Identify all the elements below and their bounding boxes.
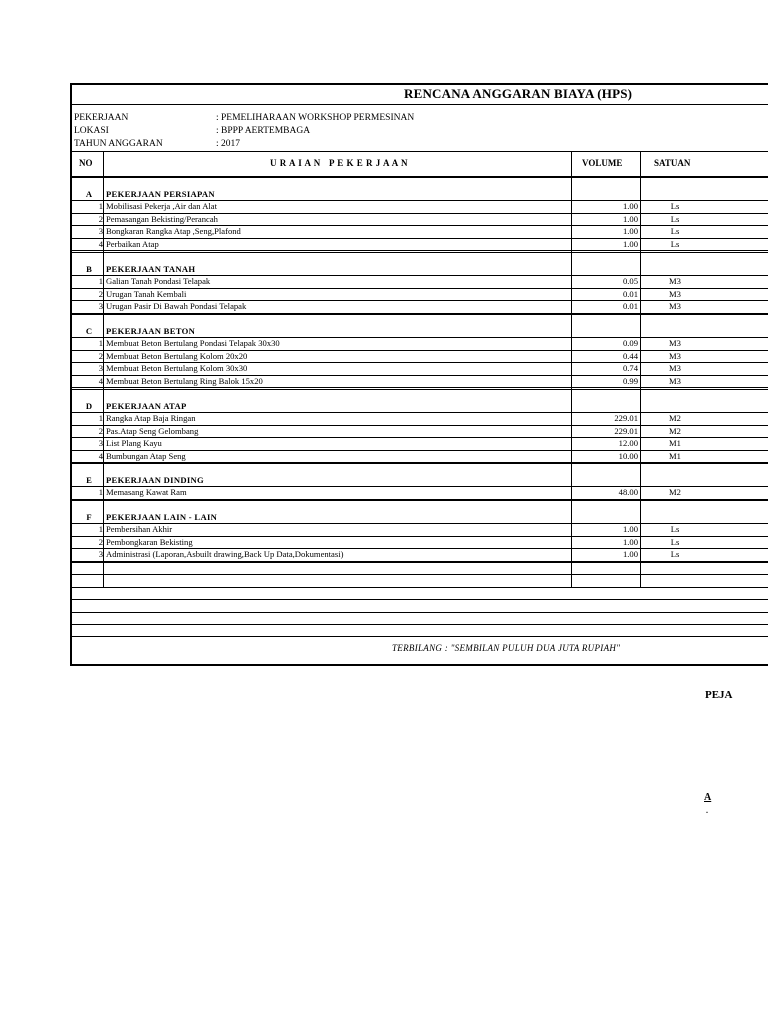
- item-number: 1: [98, 524, 103, 535]
- section-name: PEKERJAAN PERSIAPAN: [106, 189, 215, 199]
- item-unit: Ls: [670, 549, 680, 560]
- item-description: Galian Tanah Pondasi Telapak: [106, 276, 211, 287]
- section-separator: [70, 500, 768, 501]
- title-divider: [70, 104, 768, 105]
- item-volume: 1.00: [622, 238, 638, 249]
- section-name: PEKERJAAN LAIN - LAIN: [106, 512, 218, 522]
- item-unit: M3: [669, 301, 681, 312]
- item-number: 2: [98, 425, 103, 436]
- section-separator: [70, 463, 768, 464]
- item-volume: 0.01: [622, 301, 638, 312]
- item-volume: 229.01: [614, 413, 638, 424]
- item-number: 3: [98, 226, 103, 237]
- item-description: Memasang Kawat Ram: [106, 487, 187, 498]
- section-code: D: [85, 401, 93, 411]
- item-unit: M1: [669, 438, 681, 449]
- item-volume: 12.00: [618, 438, 638, 449]
- item-description: Pemasangan Bekisting/Perancah: [106, 213, 218, 224]
- item-number: 3: [98, 438, 103, 449]
- item-number: 1: [98, 276, 103, 287]
- item-unit: M2: [669, 413, 681, 424]
- item-volume: 48.00: [618, 487, 638, 498]
- item-unit: Ls: [670, 201, 680, 212]
- section-separator: [70, 389, 768, 390]
- item-number: 2: [98, 213, 103, 224]
- section-name: PEKERJAAN ATAP: [106, 401, 187, 411]
- header-volume: VOLUME: [582, 158, 623, 168]
- section-code: E: [86, 475, 92, 485]
- item-description: Membuat Beton Bertulang Kolom 20x20: [106, 350, 248, 361]
- lokasi-value: : BPPP AERTEMBAGA: [216, 126, 311, 136]
- item-unit: M3: [669, 363, 681, 374]
- pekerjaan-value: : PEMELIHARAAN WORKSHOP PERMESINAN: [216, 113, 415, 123]
- terbilang-text: TERBILANG : "SEMBILAN PULUH DUA JUTA RUPIAH": [392, 643, 621, 653]
- pekerjaan-label: PEKERJAAN: [74, 113, 129, 123]
- item-unit: Ls: [670, 213, 680, 224]
- item-description: Pas.Atap Seng Gelombang: [106, 425, 199, 436]
- tahun-anggaran-label: TAHUN ANGGARAN: [74, 139, 163, 149]
- header-no: NO: [79, 158, 93, 168]
- item-unit: M3: [669, 350, 681, 361]
- item-description: Urugan Pasir Di Bawah Pondasi Telapak: [106, 301, 247, 312]
- item-description: List Plang Kayu: [106, 438, 162, 449]
- item-description: Rangka Atap Baja Ringan: [106, 413, 196, 424]
- tahun-anggaran-value: : 2017: [216, 139, 241, 149]
- section-separator: [70, 177, 768, 178]
- section-code: B: [86, 264, 92, 274]
- section-code: F: [86, 512, 92, 522]
- item-description: Perbaikan Atap: [106, 238, 159, 249]
- section-name: PEKERJAAN TANAH: [106, 264, 196, 274]
- section-name: PEKERJAAN DINDING: [106, 475, 204, 485]
- row-line: [70, 574, 768, 575]
- section-code: C: [85, 326, 93, 336]
- item-unit: M3: [669, 276, 681, 287]
- item-volume: 0.44: [622, 350, 638, 361]
- item-volume: 0.05: [622, 276, 638, 287]
- row-line: [70, 387, 768, 388]
- item-number: 4: [98, 375, 103, 386]
- item-number: 1: [98, 338, 103, 349]
- table-top-border: [70, 151, 768, 152]
- item-volume: 0.09: [622, 338, 638, 349]
- item-volume: 1.00: [622, 213, 638, 224]
- item-volume: 1.00: [622, 201, 638, 212]
- item-number: 1: [98, 201, 103, 212]
- section-name: PEKERJAAN BETON: [106, 326, 196, 336]
- total-line-4: [70, 636, 768, 637]
- section-separator: [70, 252, 768, 253]
- item-number: 1: [98, 413, 103, 424]
- item-description: Administrasi (Laporan,Asbuilt drawing,Back Up Data,Dokumentasi): [106, 549, 344, 560]
- item-number: 1: [98, 487, 103, 498]
- item-number: 3: [98, 549, 103, 560]
- item-description: Membuat Beton Bertulang Kolom 30x30: [106, 363, 248, 374]
- header-satuan: SATUAN: [654, 158, 691, 168]
- item-volume: 0.74: [622, 363, 638, 374]
- item-volume: 0.99: [622, 375, 638, 386]
- cutoff-mark-2: .: [706, 806, 708, 815]
- item-number: 4: [98, 450, 103, 461]
- item-description: Mobilisasi Pekerja ,Air dan Alat: [106, 201, 217, 212]
- item-description: Membuat Beton Bertulang Pondasi Telapak 30x30: [106, 338, 280, 349]
- item-volume: 1.00: [622, 226, 638, 237]
- item-unit: M2: [669, 425, 681, 436]
- item-volume: 1.00: [622, 524, 638, 535]
- item-unit: Ls: [670, 536, 680, 547]
- item-volume: 0.01: [622, 288, 638, 299]
- item-number: 2: [98, 288, 103, 299]
- item-description: Membuat Beton Bertulang Ring Balok 15x20: [106, 375, 263, 386]
- item-number: 2: [98, 536, 103, 547]
- item-unit: M3: [669, 288, 681, 299]
- item-unit: Ls: [670, 524, 680, 535]
- row-line: [70, 250, 768, 251]
- item-description: Pembersihan Akhir: [106, 524, 173, 535]
- cutoff-mark-1: A: [704, 792, 712, 803]
- item-number: 4: [98, 238, 103, 249]
- item-unit: M2: [669, 487, 681, 498]
- item-description: Pembongkaran Bekisting: [106, 536, 193, 547]
- item-unit: M3: [669, 375, 681, 386]
- item-volume: 10.00: [618, 450, 638, 461]
- item-description: Bongkaran Rangka Atap ,Seng,Plafond: [106, 226, 241, 237]
- document-title: RENCANA ANGGARAN BIAYA (HPS): [404, 86, 633, 101]
- total-line-3: [70, 624, 768, 625]
- section-separator: [70, 314, 768, 315]
- total-line-2: [70, 612, 768, 613]
- row-line: [70, 562, 768, 563]
- item-number: 2: [98, 350, 103, 361]
- item-description: Urugan Tanah Kembali: [106, 288, 187, 299]
- item-number: 3: [98, 363, 103, 374]
- signature-heading-fragment: PEJA: [705, 689, 733, 701]
- item-volume: 1.00: [622, 549, 638, 560]
- item-number: 3: [98, 301, 103, 312]
- total-line-1: [70, 599, 768, 600]
- item-volume: 229.01: [614, 425, 638, 436]
- item-unit: M3: [669, 338, 681, 349]
- item-unit: Ls: [670, 226, 680, 237]
- table-bottom-border: [70, 587, 768, 588]
- section-code: A: [85, 189, 93, 199]
- item-description: Bumbungan Atap Seng: [106, 450, 186, 461]
- header-uraian: U R A I A N P E K E R J A A N: [270, 158, 409, 168]
- item-unit: M1: [669, 450, 681, 461]
- item-unit: Ls: [670, 238, 680, 249]
- lokasi-label: LOKASI: [74, 126, 109, 136]
- item-volume: 1.00: [622, 536, 638, 547]
